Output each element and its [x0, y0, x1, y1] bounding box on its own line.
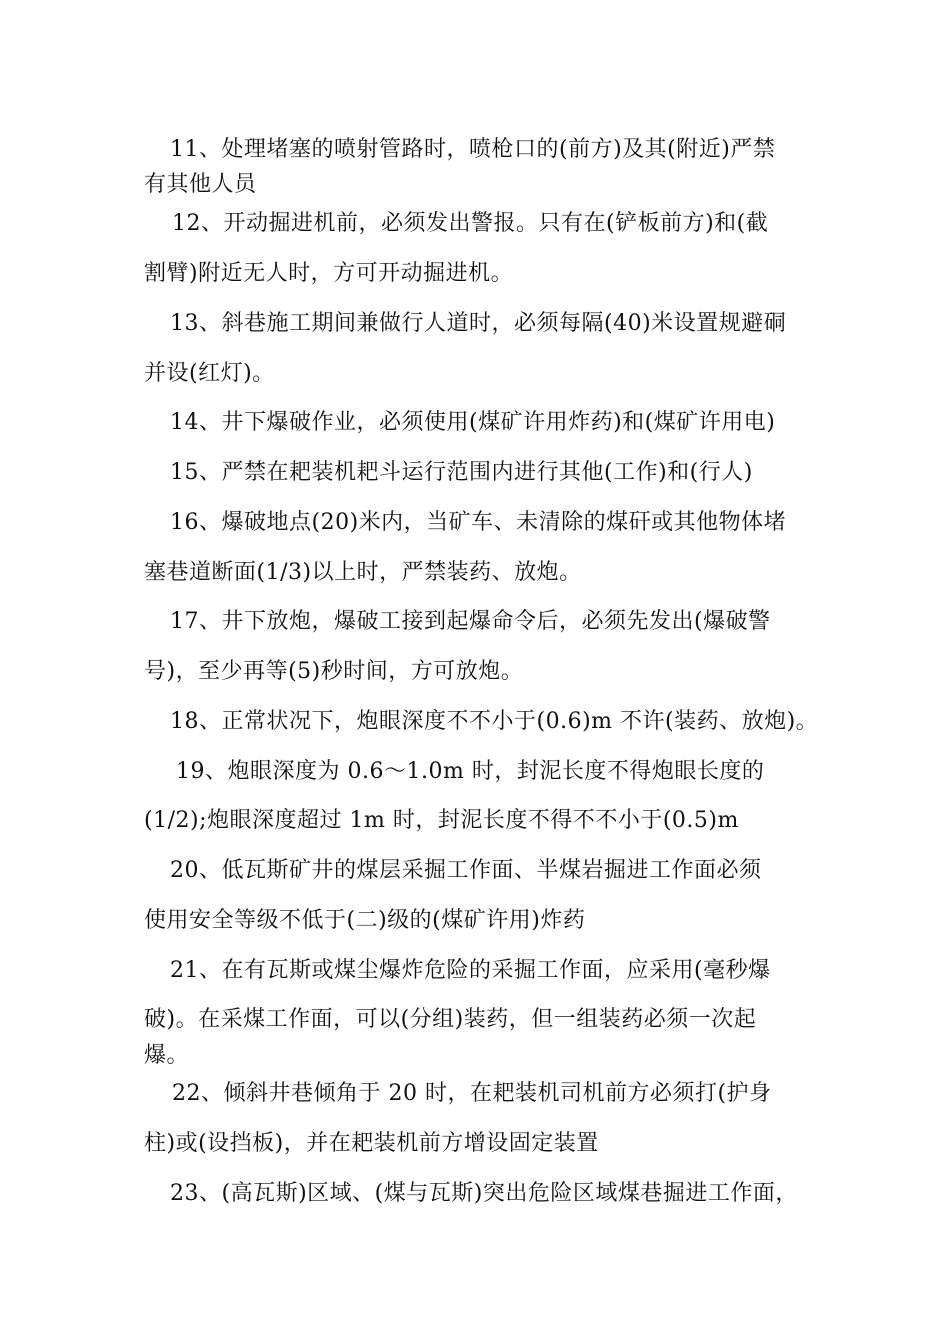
text-line: 22、倾斜井巷倾角于 20 时，在耙装机司机前方必须打(护身 — [172, 1081, 772, 1106]
text-line: 并设(红灯)。 — [144, 361, 275, 386]
text-line: 爆。 — [144, 1043, 190, 1068]
text-line: 号)，至少再等(5)秒时间，方可放炮。 — [144, 659, 524, 684]
text-line: 有其他人员 — [144, 172, 257, 197]
text-line: 柱)或(设挡板)，并在耙装机前方增设固定装置 — [144, 1131, 599, 1156]
text-line: 18、正常状况下，炮眼深度不不小于(0.6)m 不许(装药、放炮)。 — [170, 709, 819, 734]
text-line: 破)。在采煤工作面，可以(分组)装药，但一组装药必须一次起 — [144, 1007, 757, 1032]
text-line: 21、在有瓦斯或煤尘爆炸危险的采掘工作面，应采用(毫秒爆 — [170, 958, 771, 983]
text-line: 14、井下爆破作业，必须使用(煤矿许用炸药)和(煤矿许用电) — [170, 410, 776, 435]
text-line: 17、井下放炮，爆破工接到起爆命令后，必须先发出(爆破警 — [170, 609, 771, 634]
text-line: 13、斜巷施工期间兼做行人道时，必须每隔(40)米设置规避硐 — [170, 311, 787, 336]
text-line: 使用安全等级不低于(二)级的(煤矿许用)炸药 — [144, 908, 586, 933]
text-line: 12、开动掘进机前，必须发出警报。只有在(铲板前方)和(截 — [172, 211, 769, 236]
text-line: 割臂)附近无人时，方可开动掘进机。 — [144, 261, 514, 286]
text-line: 20、低瓦斯矿井的煤层采掘工作面、半煤岩掘进工作面必须 — [170, 858, 762, 883]
text-line: 11、处理堵塞的喷射管路时，喷枪口的(前方)及其(附近)严禁 — [170, 137, 776, 162]
text-line: 16、爆破地点(20)米内，当矿车、未清除的煤矸或其他物体堵 — [170, 510, 787, 535]
text-line: 15、严禁在耙装机耙斗运行范围内进行其他(工作)和(行人) — [170, 460, 753, 485]
text-line: 塞巷道断面(1/3)以上时，严禁装药、放炮。 — [144, 560, 582, 585]
text-line: 19、炮眼深度为 0.6～1.0m 时，封泥长度不得炮眼长度的 — [176, 759, 765, 784]
text-line: (1/2);炮眼深度超过 1m 时，封泥长度不得不不小于(0.5)m — [144, 808, 739, 833]
text-line: 23、(高瓦斯)区域、(煤与瓦斯)突出危险区域煤巷掘进工作面， — [170, 1181, 798, 1206]
